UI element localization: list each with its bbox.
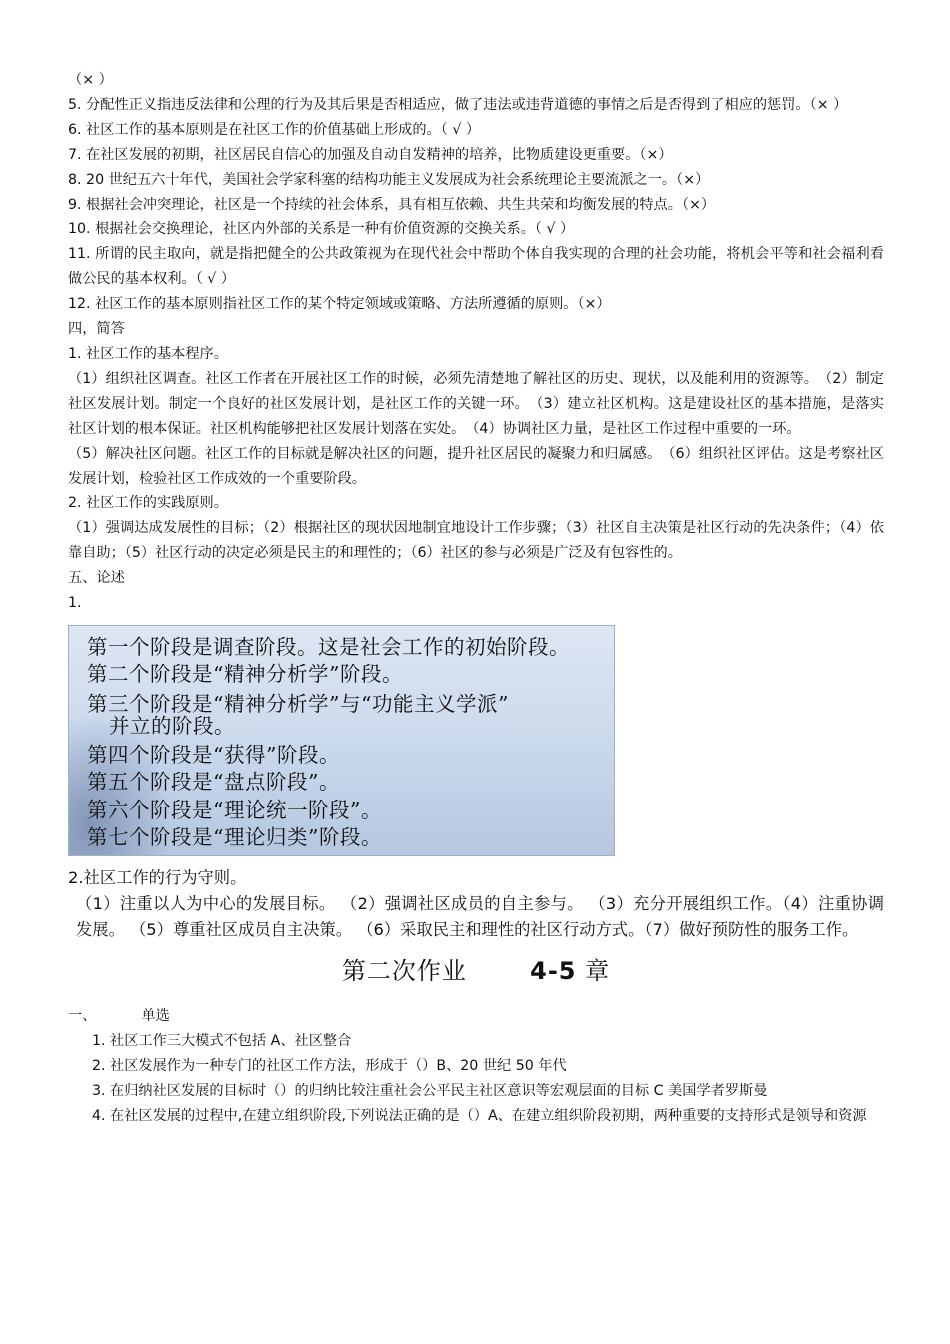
slide-line: 第五个阶段是“盘点阶段”。 xyxy=(87,769,340,794)
assignment-two xyxy=(68,951,884,1129)
list-item: 4. 在社区发展的过程中,在建立组织阶段,下列说法正确的是（）A、在建立组织阶段初期，两种重要的支持形式是领导和资源 xyxy=(92,1107,867,1124)
list-item: 3. 在归纳社区发展的目标时（）的归纳比较注重社会公平民主社区意识等宏观层面的目标 C 美国学者罗斯曼 xyxy=(92,1082,768,1099)
section-heading: 单选 xyxy=(141,1007,170,1024)
short-answer-section xyxy=(68,317,884,566)
judgement-item: 10. 根据社会交换理论，社区内外部的关系是一种有价值资源的交换关系。（ √ ） xyxy=(68,221,575,238)
judgement-item: 7. 在社区发展的初期，社区居民自信心的加强及自动自发精神的培养，比物质建设更重要。（×） xyxy=(68,146,673,163)
list-item: 2. 社区发展作为一种专门的社区工作方法，形成于（）B、20 世纪 50 年代 xyxy=(92,1057,567,1074)
judgement-item: 9. 根据社会冲突理论，社区是一个持续的社会体系，具有相互依赖、共生共荣和均衡发展的特点。（×） xyxy=(68,196,716,213)
title-text: 第二次作业 xyxy=(341,956,467,985)
answer-paragraph: （1）强调达成发展性的目标；（2）根据社区的现状因地制宜地设计工作步骤；（3）社区自主决策是社区行动的先决条件；（4）依靠自助；（5）社区行动的决定必须是民主的和理性的；（6）社区的参与必须是广泛及有包容性的。 xyxy=(68,520,884,562)
answer-paragraph: （1）组织社区调查。社区工作者在开展社区工作的时候，必须先清楚地了解社区的历史、现状，以及能利用的资源等。 （2）制定社区发展计划。制定一个良好的社区发展计划，是社区工作的关键一环。 （3）建立社区机构。这是建设社区的基本措施，是落实社区计划的根本保证。社区机构能够把社区发展计划落在实处。 （4）协调社区力量，是社区工作过程中重要的一环。 xyxy=(68,370,884,437)
question: 2.社区工作的行为守则。 xyxy=(68,867,247,887)
slide-line: 第七个阶段是“理论归类”阶段。 xyxy=(87,824,382,849)
slide-line: 第三个阶段是“精神分析学”与“功能主义学派” xyxy=(87,691,509,716)
question: 1. 社区工作的基本程序。 xyxy=(68,345,228,362)
answer-paragraph: （5）解决社区问题。社区工作的目标就是解决社区的问题，提升社区居民的凝聚力和归属感。 （6）组织社区评估。这是考察社区发展计划，检验社区工作成效的一个重要阶段。 xyxy=(68,445,884,487)
question-list xyxy=(68,1029,884,1129)
question: 2. 社区工作的实践原则。 xyxy=(68,495,228,512)
judgement-item: 12. 社区工作的基本原则指社区工作的某个特定领域或策略、方法所遵循的原则。（×） xyxy=(68,296,611,313)
judgement-item: 11. 所谓的民主取向，就是指把健全的公共政策视为在现代社会中帮助个体自我实现的合理的社会功能，将机会平等和社会福利看做公民的基本权利。（ √ ） xyxy=(68,246,884,288)
judgement-item: （× ） xyxy=(68,72,113,88)
judgement-item: 8. 20 世纪五六十年代，美国社会学家科塞的结构功能主义发展成为社会系统理论主要流派之一。（×） xyxy=(68,171,710,188)
essay-section xyxy=(68,566,884,943)
document-page xyxy=(68,68,884,1128)
title-chapter-word: 章 xyxy=(585,956,611,985)
section-heading: 五、论述 xyxy=(68,570,125,587)
list-item: 1. 社区工作三大模式不包括 A、社区整合 xyxy=(92,1032,352,1049)
slide-line: 并立的阶段。 xyxy=(109,713,235,738)
judgement-item: 5. 分配性正义指违反法律和公理的行为及其后果是否相适应，做了违法或违背道德的事情之后是否得到了相应的惩罚。（× ） xyxy=(68,96,848,113)
slide-line: 第四个阶段是“获得”阶段。 xyxy=(87,742,340,767)
answer-paragraph: （1）注重以人为中心的发展目标。 （2）强调社区成员的自主参与。 （3）充分开展组织工作。（4）注重协调发展。 （5）尊重社区成员自主决策。 （6）采取民主和理性的社区行动方式。（7）做好预防性的服务工作。 xyxy=(76,893,884,939)
slide-image xyxy=(68,625,615,856)
judgement-answers xyxy=(68,68,884,317)
judgement-item: 6. 社区工作的基本原则是在社区工作的价值基础上形成的。（ √ ） xyxy=(68,121,481,138)
section-heading: 四，简答 xyxy=(68,321,125,338)
slide-line: 第二个阶段是“精神分析学”阶段。 xyxy=(87,661,403,686)
slide-line: 第六个阶段是“理论统一阶段”。 xyxy=(87,797,382,822)
question: 1. xyxy=(68,595,82,612)
section-number: 一、 xyxy=(68,1007,97,1024)
title-chapter-number: 4-5 xyxy=(530,956,577,985)
slide-line: 第一个阶段是调查阶段。这是社会工作的初始阶段。 xyxy=(87,634,570,659)
page-title xyxy=(68,951,884,986)
